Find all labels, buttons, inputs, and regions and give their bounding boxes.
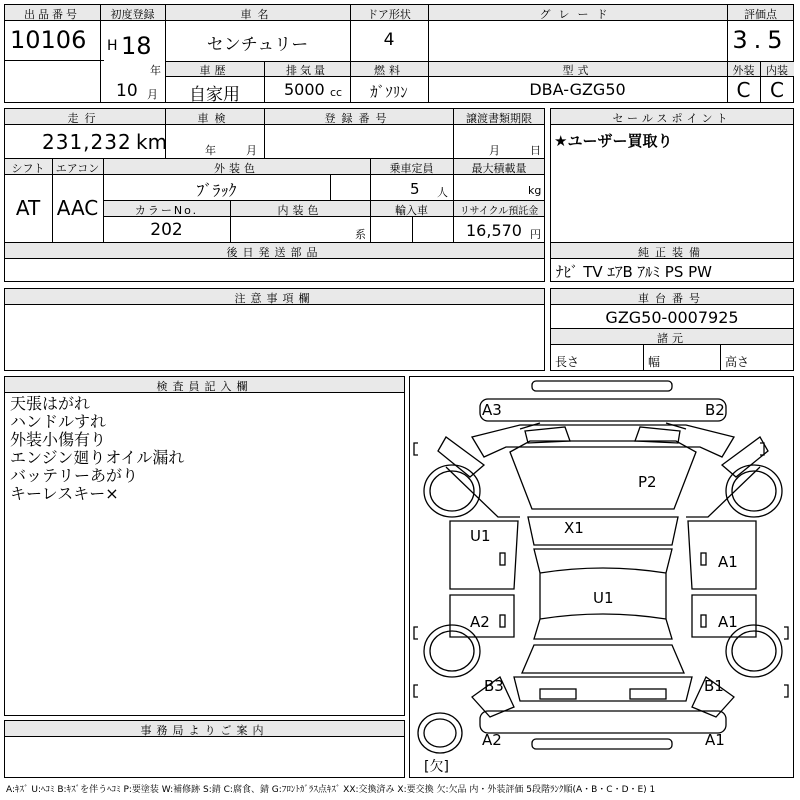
name-label: 車名: [240, 8, 275, 21]
mark-a3: A3: [482, 401, 502, 419]
recycle-unit: 円: [530, 228, 541, 241]
load-label: 最大積載量: [471, 162, 527, 175]
mark-a1-right-front: A1: [718, 553, 738, 571]
inspector-label: 検査員記入欄: [156, 380, 253, 393]
reg-month: 10: [116, 81, 138, 101]
disp-unit: cc: [330, 86, 343, 99]
grade-label: グレード: [539, 8, 616, 21]
door-label: ドア形状: [367, 8, 411, 21]
mark-a1-right-rear: A1: [718, 613, 738, 631]
doc-label: 譲渡書類期限: [466, 112, 532, 125]
mileage: 231,232: [42, 130, 132, 154]
seat-capacity: 5: [410, 180, 420, 198]
era: H: [107, 38, 118, 54]
history-label: 車歴: [199, 64, 230, 77]
inspector-notes: [10, 395, 184, 503]
intcolor-unit: 系: [355, 228, 366, 241]
doc-month-unit: 月: [489, 144, 500, 157]
ac-type: AAC: [56, 196, 99, 220]
width-label: 幅: [648, 355, 661, 369]
spare-missing: [欠]: [424, 759, 449, 775]
year-unit: 年: [150, 64, 161, 77]
lot-label: 出品番号: [24, 8, 80, 21]
import-label: 輸入車: [395, 204, 428, 217]
chassis-label: 車台番号: [638, 292, 706, 305]
shift: AT: [15, 196, 41, 220]
sales-point: ★ユーザー買取り: [554, 132, 673, 150]
fuel-label: 燃料: [374, 64, 404, 77]
history: 自家用: [189, 85, 240, 105]
mark-b3: B3: [484, 677, 504, 695]
mark-p2: P2: [638, 473, 657, 491]
inspector-line: ハンドルすれ: [10, 412, 107, 431]
mark-u1-left: U1: [470, 527, 491, 545]
disp-label: 排気量: [286, 64, 328, 77]
later-parts-label: 後日発送部品: [226, 246, 323, 259]
lot-number: 10106: [10, 26, 87, 54]
sales-point-label: セールスポイント: [612, 112, 732, 125]
displacement: 5000: [284, 80, 325, 99]
mileage-label: 走行: [67, 112, 102, 125]
shift-label: シフト: [11, 162, 45, 175]
load-unit: kg: [528, 184, 542, 197]
inspection-label: 車検: [197, 112, 232, 125]
int-label: 内装: [766, 64, 788, 77]
height-label: 高さ: [725, 355, 750, 369]
recycle-fee: 16,570: [466, 221, 522, 240]
door-type: 4: [383, 30, 395, 50]
model-code: DBA-GZG50: [529, 80, 626, 99]
mark-a1-bottom: A1: [705, 731, 725, 749]
legend: A:ｷｽﾞ U:ﾍｺﾐ B:ｷｽﾞを伴うﾍｺﾐ P:要塗装 W:補修跡 S:錆 C:腐食、錆 G:ﾌﾛﾝﾄｶﾞﾗｽ点ｷｽﾞ XX:交換済み X:要交換 欠:欠品 内・外装評価 5段階ﾗﾝｸ順(A・B・C・D・E) 1: [6, 785, 656, 795]
inspector-line: バッテリーあがり: [10, 466, 139, 485]
specs-label: 諸元: [657, 332, 687, 345]
ext-grade: C: [736, 78, 751, 102]
recycle-label: リサイクル預託金: [459, 206, 539, 217]
mark-b2: B2: [705, 401, 725, 419]
intcolor-label: 内装色: [277, 204, 323, 217]
chassis-number: GZG50-0007925: [605, 308, 739, 327]
exterior-color: ﾌﾞﾗｯｸ: [196, 181, 237, 200]
inspector-line: 天張はがれ: [10, 394, 91, 413]
length-label: 長さ: [555, 355, 580, 369]
colorno-label: カラーNo.: [134, 204, 199, 217]
notes-label: 注意事項欄: [234, 292, 315, 305]
ac-label: エアコン: [55, 162, 100, 175]
ext-label: 外装: [732, 64, 755, 77]
fuel: ｶﾞｿﾘﾝ: [370, 83, 408, 101]
mark-b1: B1: [704, 677, 724, 695]
office-label: 事務局よりご案内: [140, 724, 269, 737]
color-number: 202: [150, 220, 183, 240]
inspect-year-unit: 年: [205, 144, 216, 157]
seat-unit: 人: [437, 186, 448, 199]
score-label: 評価点: [744, 8, 777, 21]
mark-u1-center: U1: [593, 589, 614, 607]
reg-label: 初度登録: [110, 8, 155, 21]
inspect-month-unit: 月: [246, 144, 257, 157]
mark-x1: X1: [564, 519, 584, 537]
car-name: センチュリー: [206, 35, 309, 55]
score: 3.5: [732, 26, 789, 54]
seat-label: 乗車定員: [389, 162, 434, 175]
month-unit: 月: [147, 88, 158, 101]
damage-diagram: [409, 376, 794, 778]
reg-year: 18: [121, 32, 152, 60]
doc-day-unit: 日: [530, 144, 541, 157]
inspector-line: キーレスキー×: [10, 484, 119, 503]
inspector-line: 外装小傷有り: [10, 430, 107, 449]
mileage-unit: km: [136, 130, 168, 154]
color-label: 外装色: [214, 162, 259, 175]
equipment: ﾅﾋﾞ TV ｴｱB ｱﾙﾐ PS PW: [556, 263, 712, 281]
mark-a2-bottom: A2: [482, 731, 502, 749]
int-grade: C: [770, 78, 784, 102]
model-label: 型式: [562, 64, 593, 77]
equipment-label: 純正装備: [638, 246, 706, 259]
regno-label: 登録番号: [324, 112, 393, 125]
mark-a2-left: A2: [470, 613, 490, 631]
inspector-line: エンジン廻りオイル漏れ: [10, 448, 185, 467]
